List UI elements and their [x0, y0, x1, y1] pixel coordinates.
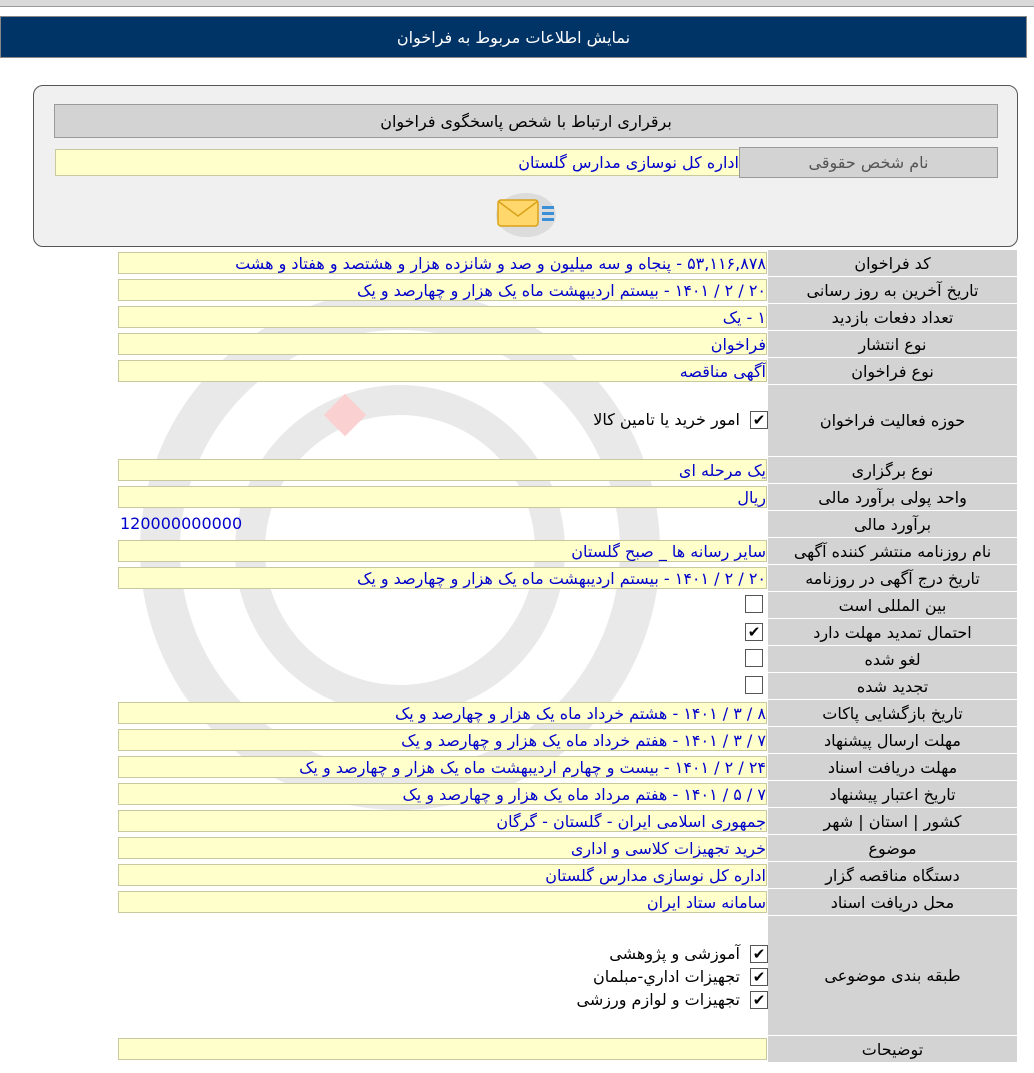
last-update-label: تاریخ آخرین به روز رسانی — [768, 277, 1017, 304]
row-envelope-opening — [118, 700, 1017, 727]
row-code — [118, 250, 1017, 277]
newspaper-date-label: تاریخ درج آگهی در روزنامه — [768, 565, 1017, 592]
renewed-checkbox-wrap — [745, 676, 763, 698]
legal-person-value: اداره کل نوسازی مدارس گلستان — [55, 149, 739, 176]
row-doc-deadline — [118, 754, 1017, 781]
row-last-update — [118, 277, 1017, 304]
cancelled-checkbox-wrap — [745, 649, 763, 671]
bid-deadline-label: مهلت ارسال پیشنهاد — [768, 727, 1017, 754]
call-type-label: نوع فراخوان — [768, 358, 1017, 385]
subject-value: خرید تجهیزات کلاسی و اداری — [118, 837, 767, 859]
contact-title: برقراری ارتباط با شخص پاسخگوی فراخوان — [54, 104, 998, 138]
row-call-type — [118, 358, 1017, 385]
publish-type-label: نوع انتشار — [768, 331, 1017, 358]
envelope-opening-label: تاریخ بازگشایی پاکات — [768, 700, 1017, 727]
legal-person-label: نام شخص حقوقی — [739, 147, 998, 178]
extension-checkbox[interactable]: ✔ — [745, 623, 763, 641]
row-description — [118, 1036, 1017, 1063]
row-category — [118, 916, 1017, 1036]
row-activity-scope — [118, 385, 1017, 457]
last-update-value: ۲۰ / ۲ / ۱۴۰۱ - بیستم اردیبهشت ماه یک هزار و چهارصد و یک — [118, 279, 767, 301]
location-label: کشور | استان | شهر — [768, 808, 1017, 835]
estimate-value: 120000000000 — [120, 514, 243, 533]
doc-place-label: محل دریافت اسناد — [768, 889, 1017, 916]
envelope-opening-value: ۸ / ۳ / ۱۴۰۱ - هشتم خرداد ماه یک هزار و چهارصد و یک — [118, 702, 767, 724]
category-item — [593, 967, 768, 986]
row-cancelled — [118, 646, 1017, 673]
international-checkbox-wrap — [745, 595, 763, 617]
page-header — [0, 16, 1027, 58]
page-title: نمایش اطلاعات مربوط به فراخوان — [396, 27, 631, 47]
activity-scope-checkbox[interactable]: ✔ — [750, 411, 768, 429]
newspaper-value: سایر رسانه ها _ صبح گلستان — [118, 540, 767, 562]
holding-type-value: یک مرحله ای — [118, 459, 767, 481]
category-item-label: آموزشی و پژوهشی — [609, 944, 740, 963]
row-location — [118, 808, 1017, 835]
visits-label: تعداد دفعات بازدید — [768, 304, 1017, 331]
newspaper-date-value: ۲۰ / ۲ / ۱۴۰۱ - بیستم اردیبهشت ماه یک هزار و چهارصد و یک — [118, 567, 767, 589]
doc-place-value: سامانه ستاد ایران — [118, 891, 767, 913]
publish-type-value: فراخوان — [118, 333, 767, 355]
bid-validity-value: ۷ / ۵ / ۱۴۰۱ - هفتم مرداد ماه یک هزار و چهارصد و یک — [118, 783, 767, 805]
extension-label: احتمال تمدید مهلت دارد — [768, 619, 1017, 646]
cancelled-checkbox[interactable] — [745, 649, 763, 667]
category-options — [118, 916, 768, 1036]
doc-deadline-label: مهلت دریافت اسناد — [768, 754, 1017, 781]
activity-scope-label: حوزه فعالیت فراخوان — [768, 385, 1017, 457]
estimate-label: برآورد مالی — [768, 511, 1017, 538]
doc-deadline-value: ۲۴ / ۲ / ۱۴۰۱ - بیست و چهارم اردیبهشت ماه یک هزار و چهارصد و یک — [118, 756, 767, 778]
activity-scope-options — [118, 385, 768, 457]
mail-icon[interactable] — [492, 188, 560, 238]
row-newspaper-date — [118, 565, 1017, 592]
contact-panel — [33, 85, 1018, 247]
category-checkbox-1[interactable]: ✔ — [750, 945, 768, 963]
category-label: طبقه بندی موضوعی — [768, 916, 1017, 1036]
organization-value: اداره کل نوسازی مدارس گلستان — [118, 864, 767, 886]
bid-deadline-value: ۷ / ۳ / ۱۴۰۱ - هفتم خرداد ماه یک هزار و چهارصد و یک — [118, 729, 767, 751]
visits-value: ۱ - یک — [118, 306, 767, 328]
extension-checkbox-wrap — [745, 622, 763, 641]
bid-validity-label: تاریخ اعتبار پیشنهاد — [768, 781, 1017, 808]
code-value: ۵۳,۱۱۶,۸۷۸ - پنجاه و سه میلیون و صد و شانزده هزار و هشتصد و هفتاد و هشت — [118, 252, 767, 274]
call-type-value: آگهی مناقصه — [118, 360, 767, 382]
category-checkbox-2[interactable]: ✔ — [750, 968, 768, 986]
location-value: جمهوری اسلامی ایران - گلستان - گرگان — [118, 810, 767, 832]
category-item-label: تجهیزات اداري-مبلمان — [592, 967, 740, 986]
subject-label: موضوع — [768, 835, 1017, 862]
call-details-form — [0, 250, 1034, 1073]
row-renewed — [118, 673, 1017, 700]
row-currency — [118, 484, 1017, 511]
row-extension — [118, 619, 1017, 646]
row-doc-place — [118, 889, 1017, 916]
currency-label: واحد پولی برآورد مالی — [768, 484, 1017, 511]
category-checkbox-3[interactable]: ✔ — [750, 991, 768, 1009]
activity-scope-option — [593, 410, 768, 429]
renewed-label: تجدید شده — [768, 673, 1017, 700]
currency-value: ریال — [118, 486, 767, 508]
organization-label: دستگاه مناقصه گزار — [768, 862, 1017, 889]
row-subject — [118, 835, 1017, 862]
international-label: بین المللی است — [768, 592, 1017, 619]
newspaper-label: نام روزنامه منتشر کننده آگهی — [768, 538, 1017, 565]
row-bid-deadline — [118, 727, 1017, 754]
row-visits — [118, 304, 1017, 331]
category-item-label: تجهیزات و لوازم ورزشی — [576, 990, 740, 1009]
code-label: کد فراخوان — [768, 250, 1017, 277]
category-item — [577, 990, 768, 1009]
row-international — [118, 592, 1017, 619]
activity-scope-option-label: امور خرید یا تامین کالا — [593, 410, 740, 429]
row-newspaper — [118, 538, 1017, 565]
top-scroll-edge — [0, 0, 1034, 7]
row-publish-type — [118, 331, 1017, 358]
holding-type-label: نوع برگزاری — [768, 457, 1017, 484]
row-bid-validity — [118, 781, 1017, 808]
row-holding-type — [118, 457, 1017, 484]
category-item — [609, 944, 768, 963]
cancelled-label: لغو شده — [768, 646, 1017, 673]
renewed-checkbox[interactable] — [745, 676, 763, 694]
description-value — [118, 1038, 767, 1060]
description-label: توضیحات — [768, 1036, 1017, 1063]
row-organization — [118, 862, 1017, 889]
row-estimate — [118, 511, 1017, 538]
international-checkbox[interactable] — [745, 595, 763, 613]
